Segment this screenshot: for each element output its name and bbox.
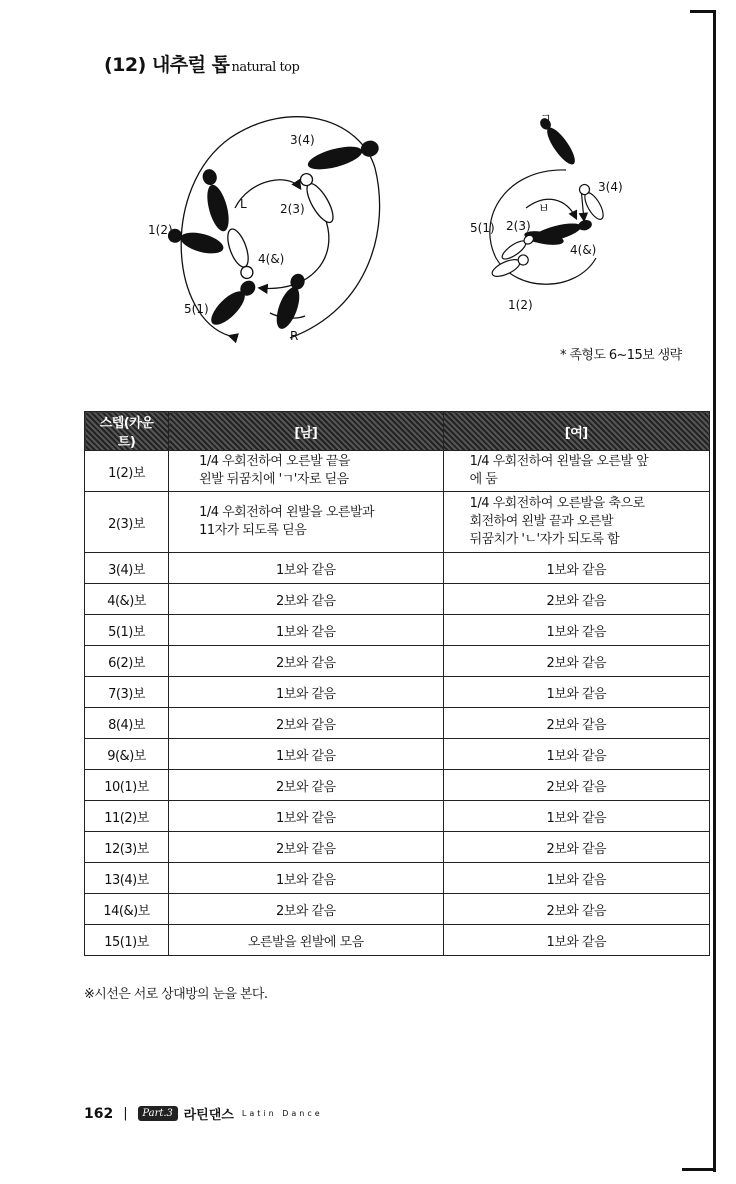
label-1-2: 1(2) [148,223,173,237]
label-3-4: 3(4) [598,180,623,194]
table-row [85,925,710,956]
woman-cell: 1보와 같음 [443,553,709,584]
man-cell: 2보와 같음 [169,832,444,863]
woman-cell: 2보와 같음 [443,708,709,739]
label-3-4: 3(4) [290,133,315,147]
diagram-note: * 족형도 6~15보 생략 [560,348,682,363]
step-cell: 1(2)보 [85,451,169,492]
label-top: ㄱ [540,111,552,125]
step-cell: 3(4)보 [85,553,169,584]
footprint-black [166,225,226,257]
man-cell: 2보와 같음 [169,708,444,739]
title-number: (12) [104,54,146,76]
label-5-1: 5(1) [184,302,209,316]
footprint-white [297,170,338,226]
table-row [85,677,710,708]
man-cell [169,492,444,553]
man-cell: 1보와 같음 [169,801,444,832]
woman-cell: 1보와 같음 [443,739,709,770]
title-korean: 내추럴 톱 [151,54,230,76]
step-cell: 12(3)보 [85,832,169,863]
page-edge-right [713,12,716,1172]
step-cell: 11(2)보 [85,801,169,832]
page-edge-bottom [682,1168,716,1171]
header-man: [남] [169,412,444,451]
footprint-black [206,276,260,330]
man-cell [169,451,444,492]
label-2-3: 2(3) [506,219,531,233]
footprint-black [199,167,233,233]
man-cell: 2보와 같음 [169,894,444,925]
footer-separator: | [123,1106,128,1121]
step-cell: 4(&)보 [85,584,169,615]
step-cell: 6(2)보 [85,646,169,677]
table-row [85,894,710,925]
step-cell: 15(1)보 [85,925,169,956]
woman-cell: 1보와 같음 [443,925,709,956]
step-cell: 7(3)보 [85,677,169,708]
table-row [85,615,710,646]
man-cell: 2보와 같음 [169,770,444,801]
table-row [85,739,710,770]
gaze-note: ※시선은 서로 상대방의 눈을 본다. [84,987,268,1002]
man-cell: 1보와 같음 [169,739,444,770]
table-row [85,492,710,553]
table-row [85,863,710,894]
table-row [85,584,710,615]
step-cell: 14(&)보 [85,894,169,925]
part-logo: Part.3 [138,1106,178,1121]
man-line: 1/4 우회전하여 왼발을 오른발과 [199,505,375,520]
label-1-2: 1(2) [508,298,533,312]
man-line: 1/4 우회전하여 오른발 끝을 [199,454,350,469]
woman-cell: 2보와 같음 [443,832,709,863]
header-woman: [여] [443,412,709,451]
page-footer [84,1104,323,1123]
woman-cell: 2보와 같음 [443,770,709,801]
woman-cell [443,492,709,553]
man-cell: 1보와 같음 [169,553,444,584]
table-row [85,832,710,863]
step-cell: 9(&)보 [85,739,169,770]
label-4-amp: 4(&) [570,243,597,257]
man-cell: 2보와 같음 [169,584,444,615]
page-number: 162 [84,1105,114,1122]
woman-line: 뒤꿈치가 'ㄴ'자가 되도록 함 [469,532,620,547]
table-row [85,801,710,832]
woman-cell: 1보와 같음 [443,863,709,894]
step-cell: 8(4)보 [85,708,169,739]
label-5-1: 5(1) [470,221,495,235]
table-row [85,708,710,739]
woman-line: 1/4 우회전하여 왼발을 오른발 앞 [469,454,649,469]
step-cell: 5(1)보 [85,615,169,646]
table-row [85,770,710,801]
label-b: ㅂ [538,201,550,215]
label-2-3: 2(3) [280,202,305,216]
footprint-black [306,138,381,174]
man-cell: 1보와 같음 [169,677,444,708]
footprint-diagram-man [140,108,400,348]
woman-line: 1/4 우회전하여 오른발을 축으로 [469,496,645,511]
woman-line: 회전하여 왼발 끝과 오른발 [469,514,614,529]
label-4-amp: 4(&) [258,252,285,266]
man-cell: 1보와 같음 [169,615,444,646]
footprint-white [500,233,536,262]
steps-table [84,411,710,956]
step-cell: 10(1)보 [85,770,169,801]
step-cell: 2(3)보 [85,492,169,553]
woman-cell: 1보와 같음 [443,615,709,646]
woman-cell: 1보와 같음 [443,677,709,708]
step-cell: 13(4)보 [85,863,169,894]
man-line: 왼발 뒤꿈치에 'ㄱ'자로 딛음 [199,472,349,487]
woman-cell [443,451,709,492]
woman-cell: 2보와 같음 [443,894,709,925]
table-row [85,553,710,584]
footprint-black [272,271,309,332]
man-cell: 오른발을 왼발에 모음 [169,925,444,956]
table-row [85,451,710,492]
section-english: Latin Dance [241,1109,323,1118]
woman-cell: 1보와 같음 [443,801,709,832]
woman-cell: 2보와 같음 [443,646,709,677]
man-cell: 2보와 같음 [169,646,444,677]
header-step: 스텝(카운트) [85,412,169,451]
man-line: 11자가 되도록 딛음 [199,523,307,538]
section-title [104,50,299,77]
section-korean: 라틴댄스 [183,1108,234,1123]
footprint-white [224,226,257,280]
woman-line: 에 둠 [469,472,498,487]
title-english: natural top [231,60,300,75]
woman-cell: 2보와 같음 [443,584,709,615]
footprint-diagram-woman [466,108,636,318]
label-L: L [240,197,247,211]
label-R: R [290,329,299,343]
table-row [85,646,710,677]
man-cell: 1보와 같음 [169,863,444,894]
